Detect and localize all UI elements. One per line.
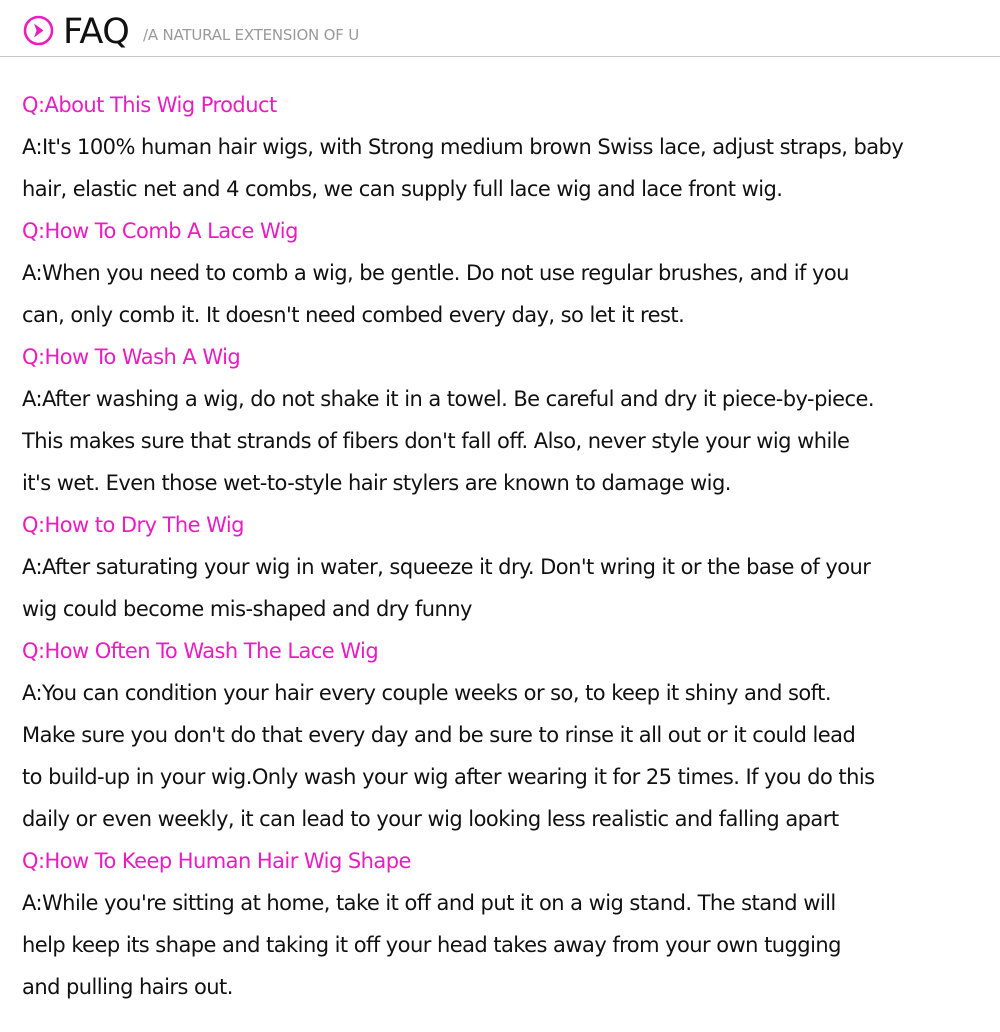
- faq-question: Q:How To Comb A Lace Wig: [22, 219, 298, 243]
- faq-answer: A:It's 100% human hair wigs, with Strong medium brown Swiss lace, adjust straps, baby hair, elastic net and 4 combs, we can supply full lace wig and lace front wig.: [22, 135, 904, 201]
- faq-question: Q:About This Wig Product: [22, 93, 277, 117]
- faq-header: [0, 0, 1000, 57]
- faq-list: [22, 84, 987, 1008]
- faq-question: Q:How To Wash A Wig: [22, 345, 241, 369]
- page-subtitle: /A NATURAL EXTENSION OF U: [143, 26, 360, 44]
- faq-item: [22, 84, 987, 210]
- circle-arrow-right-icon: [23, 15, 54, 46]
- faq-question: Q:How Often To Wash The Lace Wig: [22, 639, 379, 663]
- faq-item: [22, 840, 987, 1008]
- faq-answer: A:You can condition your hair every couple weeks or so, to keep it shiny and soft. Make sure you don't do that every day and be sure to rinse it all out or it could lead to build-up in your wig.Only wash your wig after wearing it for 25 times. If you do this daily or even weekly, it can lead to your wig looking less realistic and falling apart: [22, 681, 875, 831]
- faq-question: Q:How To Keep Human Hair Wig Shape: [22, 849, 411, 873]
- faq-answer: A:After saturating your wig in water, squeeze it dry. Don't wring it or the base of your wig could become mis-shaped and dry funny: [22, 555, 871, 621]
- faq-item: [22, 630, 987, 840]
- faq-item: [22, 336, 987, 504]
- faq-answer: A:While you're sitting at home, take it off and put it on a wig stand. The stand will help keep its shape and taking it off your head takes away from your own tugging and pulling hairs out.: [22, 891, 841, 999]
- faq-question: Q:How to Dry The Wig: [22, 513, 244, 537]
- faq-item: [22, 210, 987, 336]
- faq-answer: A:After washing a wig, do not shake it in a towel. Be careful and dry it piece-by-piece. This makes sure that strands of fibers don't fall off. Also, never style your wig while it's wet. Even those wet-to-style hair stylers are known to damage wig.: [22, 387, 875, 495]
- page-title: FAQ: [63, 12, 130, 52]
- faq-item: [22, 504, 987, 630]
- faq-answer: A:When you need to comb a wig, be gentle. Do not use regular brushes, and if you can, only comb it. It doesn't need combed every day, so let it rest.: [22, 261, 849, 327]
